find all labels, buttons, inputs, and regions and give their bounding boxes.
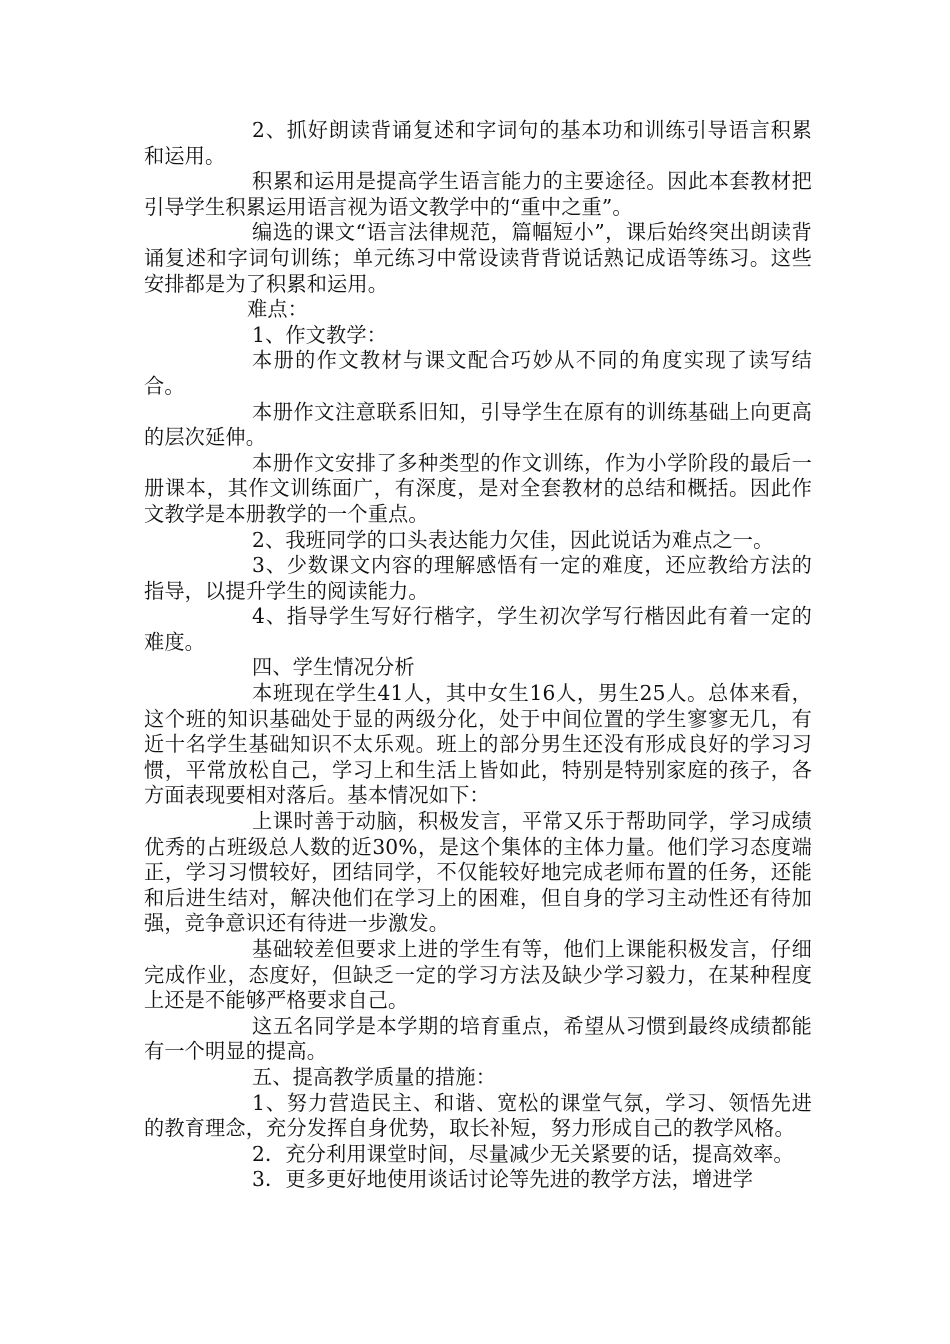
- paragraph-11: 4、指导学生写好行楷字，学生初次学写行楷因此有着一定的难度。: [144, 604, 812, 654]
- heading-student-analysis: 四、学生情况分析: [252, 655, 415, 680]
- paragraph-14: 上课时善于动脑，积极发言，平常又乐于帮助同学，学习成绩优秀的占班级总人数的近30%，是这个集体的主体力量。他们学习态度端正，学习习惯较好，团结同学，不仅能较好地完成老师布置的任务，还能和后进生结对，解决他们在学习上的困难，但自身的学习主动性还有待加强，竞争意识还有待进一步激发。: [144, 809, 812, 936]
- paragraph-15: 基础较差但要求上进的学生有等，他们上课能积极发言，仔细完成作业，态度好，但缺乏一定的学习方法及缺少学习毅力，在某种程度上还是不能够严格要求自己。: [144, 937, 812, 1013]
- document-page: [144, 118, 812, 1193]
- heading-difficulties: 难点：: [247, 297, 309, 322]
- paragraph-19: 2．充分利用课堂时间，尽量减少无关紧要的话，提高效率。: [252, 1141, 794, 1166]
- paragraph-3: 编选的课文“语言法律规范，篇幅短小”，课后始终突出朗读背诵复述和字词句训练；单元练习中常设读背背说话熟记成语等练习。这些安排都是为了积累和运用。: [144, 220, 812, 296]
- paragraph-10: 3、少数课文内容的理解感悟有一定的难度，还应教给方法的指导，以提升学生的阅读能力。: [144, 553, 812, 603]
- paragraph-8: 本册作文安排了多种类型的作文训练，作为小学阶段的最后一册课本，其作文训练面广，有深度，是对全套教材的总结和概括。因此作文教学是本册教学的一个重点。: [144, 450, 812, 526]
- paragraph-18: 1、努力营造民主、和谐、宽松的课堂气氛，学习、领悟先进的教育理念，充分发挥自身优势，取长补短，努力形成自己的教学风格。: [144, 1090, 812, 1141]
- paragraph-9: 2、我班同学的口头表达能力欠佳，因此说话为难点之一。: [252, 527, 774, 552]
- paragraph-2: 积累和运用是提高学生语言能力的主要途径。因此本套教材把引导学生积累运用语言视为语文教学中的“重中之重”。: [144, 169, 812, 219]
- heading-composition: 1、作文教学：: [252, 322, 388, 347]
- paragraph-13: 本班现在学生41人，其中女生16人，男生25人。总体来看，这个班的知识基础处于显的两级分化，处于中间位置的学生寥寥无几，有近十名学生基础知识不太乐观。班上的部分男生还没有形成良好的学习习惯，平常放松自己，学习上和生活上皆如此，特别是特别家庭的孩子，各方面表现要相对落后。基本情况如下：: [144, 681, 812, 808]
- paragraph-16: 这五名同学是本学期的培育重点，希望从习惯到最终成绩都能有一个明显的提高。: [144, 1013, 812, 1064]
- paragraph-1: 2、抓好朗读背诵复述和字词句的基本功和训练引导语言积累和运用。: [144, 118, 812, 168]
- heading-measures: 五、提高教学质量的措施：: [252, 1064, 497, 1089]
- paragraph-20: 3．更多更好地使用谈话讨论等先进的教学方法，增进学: [252, 1167, 754, 1192]
- paragraph-7: 本册作文注意联系旧知，引导学生在原有的训练基础上向更高的层次延伸。: [144, 399, 812, 450]
- paragraph-6: 本册的作文教材与课文配合巧妙从不同的角度实现了读写结合。: [144, 348, 812, 398]
